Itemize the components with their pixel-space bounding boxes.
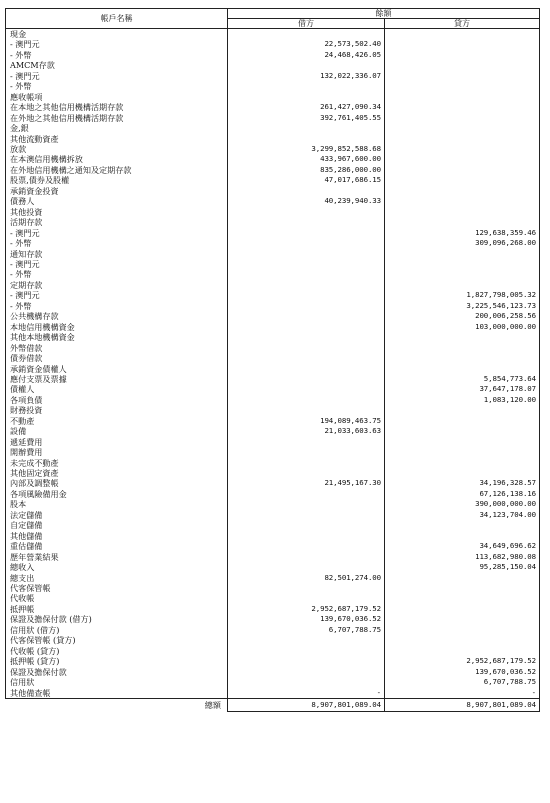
account-name-cell: 應收帳項 (6, 92, 228, 102)
table-row (6, 92, 540, 102)
debit-cell: 132,022,336.07 (228, 71, 385, 81)
credit-cell (385, 217, 540, 227)
debit-cell (228, 531, 385, 541)
total-label: 總額 (6, 699, 228, 712)
account-name-cell: - 澳門元 (6, 71, 228, 81)
credit-cell (385, 175, 540, 185)
account-name-cell: 遞延費用 (6, 437, 228, 447)
table-row (6, 656, 540, 666)
account-name-cell: 信用狀 (6, 677, 228, 687)
credit-cell (385, 186, 540, 196)
debit-cell: 392,761,405.55 (228, 113, 385, 123)
credit-cell: 1,827,798,005.32 (385, 290, 540, 300)
debit-cell: 194,089,463.75 (228, 416, 385, 426)
credit-cell: 1,083,120.00 (385, 395, 540, 405)
debit-cell: 3,299,852,588.68 (228, 144, 385, 154)
account-name-cell: 財務投資 (6, 405, 228, 415)
account-name-cell: 法定儲備 (6, 510, 228, 520)
debit-cell: 40,239,940.33 (228, 196, 385, 206)
debit-cell (228, 552, 385, 562)
credit-cell (385, 134, 540, 144)
credit-cell (385, 531, 540, 541)
debit-cell (228, 562, 385, 572)
credit-cell (385, 207, 540, 217)
account-name-cell: 公共機構存款 (6, 311, 228, 321)
account-name-cell: 債務人 (6, 196, 228, 206)
debit-cell (228, 269, 385, 279)
account-name-cell: 其他儲備 (6, 531, 228, 541)
table-row (6, 677, 540, 687)
account-name-cell: - 澳門元 (6, 259, 228, 269)
debit-cell (228, 123, 385, 133)
table-row (6, 573, 540, 583)
account-name-cell: 代收帳 (貸方) (6, 646, 228, 656)
table-row (6, 688, 540, 699)
account-name-cell: 在外地之其他信用機構活期存款 (6, 113, 228, 123)
account-name-cell: 放款 (6, 144, 228, 154)
credit-cell: 34,196,328.57 (385, 478, 540, 488)
credit-cell (385, 468, 540, 478)
account-name-cell: 歷年營業結果 (6, 552, 228, 562)
credit-cell: 139,670,036.52 (385, 667, 540, 677)
account-name-cell: AMCM存款 (6, 60, 228, 70)
account-name-cell: 其他本地機構資金 (6, 332, 228, 342)
credit-cell (385, 71, 540, 81)
credit-cell (385, 437, 540, 447)
debit-cell (228, 290, 385, 300)
credit-cell (385, 426, 540, 436)
table-row (6, 384, 540, 394)
table-row (6, 259, 540, 269)
table-row (6, 541, 540, 551)
debit-cell (228, 60, 385, 70)
credit-header: 貸方 (385, 19, 540, 29)
account-name-cell: 承銷資金債權人 (6, 364, 228, 374)
account-name-cell: 定期存款 (6, 280, 228, 290)
account-name-cell: - 外幣 (6, 50, 228, 60)
account-name-cell: 不動產 (6, 416, 228, 426)
credit-cell (385, 405, 540, 415)
account-name-cell: - 外幣 (6, 81, 228, 91)
account-name-cell: 活期存款 (6, 217, 228, 227)
credit-cell (385, 583, 540, 593)
debit-cell: 21,033,603.63 (228, 426, 385, 436)
table-row (6, 510, 540, 520)
debit-cell (228, 217, 385, 227)
credit-cell (385, 113, 540, 123)
credit-cell (385, 343, 540, 353)
debit-cell (228, 249, 385, 259)
table-row (6, 520, 540, 530)
account-name-cell: 代客保管帳 (貸方) (6, 635, 228, 645)
account-name-cell: 自定儲備 (6, 520, 228, 530)
table-row (6, 29, 540, 40)
totals-row (6, 699, 540, 712)
credit-cell: 34,649,696.62 (385, 541, 540, 551)
debit-cell (228, 405, 385, 415)
debit-cell (228, 280, 385, 290)
table-row (6, 667, 540, 677)
table-row (6, 635, 540, 645)
credit-cell (385, 92, 540, 102)
table-row (6, 343, 540, 353)
debit-cell (228, 593, 385, 603)
account-name-cell: 在本澳信用機構拆放 (6, 154, 228, 164)
credit-cell (385, 39, 540, 49)
account-name-cell: - 澳門元 (6, 39, 228, 49)
debit-cell (228, 228, 385, 238)
table-row (6, 593, 540, 603)
credit-cell (385, 353, 540, 363)
account-name-cell: 其他流動資產 (6, 134, 228, 144)
credit-cell: - (385, 688, 540, 699)
credit-cell: 113,682,980.08 (385, 552, 540, 562)
credit-cell (385, 447, 540, 457)
account-name-cell: - 外幣 (6, 301, 228, 311)
credit-cell: 5,854,773.64 (385, 374, 540, 384)
account-name-cell: - 外幣 (6, 269, 228, 279)
debit-cell (228, 437, 385, 447)
debit-header: 借方 (228, 19, 385, 29)
table-row (6, 134, 540, 144)
credit-cell (385, 416, 540, 426)
debit-cell: 21,495,167.30 (228, 478, 385, 488)
table-row (6, 301, 540, 311)
debit-cell (228, 520, 385, 530)
account-name-cell: 內部及調整帳 (6, 478, 228, 488)
account-name-cell: 總收入 (6, 562, 228, 572)
debit-cell (228, 677, 385, 687)
table-row (6, 416, 540, 426)
debit-cell (228, 81, 385, 91)
credit-cell: 103,000,000.00 (385, 322, 540, 332)
credit-cell: 129,638,359.46 (385, 228, 540, 238)
table-row (6, 102, 540, 112)
debit-cell: 433,967,600.00 (228, 154, 385, 164)
table-row (6, 175, 540, 185)
debit-cell (228, 395, 385, 405)
account-name-cell: 承銷資金投資 (6, 186, 228, 196)
debit-cell (228, 207, 385, 217)
credit-cell: 390,000,000.00 (385, 499, 540, 509)
account-name-cell: 股票,債券及股權 (6, 175, 228, 185)
table-row (6, 165, 540, 175)
account-name-cell: 應付支票及票據 (6, 374, 228, 384)
credit-cell: 2,952,687,179.52 (385, 656, 540, 666)
table-row (6, 395, 540, 405)
account-name-cell: - 澳門元 (6, 228, 228, 238)
credit-cell (385, 154, 540, 164)
debit-cell (228, 583, 385, 593)
debit-cell: 2,952,687,179.52 (228, 604, 385, 614)
account-name-cell: 設備 (6, 426, 228, 436)
table-row (6, 374, 540, 384)
credit-cell (385, 520, 540, 530)
account-name-cell: 未完成不動產 (6, 458, 228, 468)
credit-cell (385, 60, 540, 70)
table-row (6, 499, 540, 509)
account-name-cell: 債權人 (6, 384, 228, 394)
table-row (6, 353, 540, 363)
credit-cell (385, 604, 540, 614)
balance-header: 餘額 (228, 9, 540, 19)
account-name-cell: 現金 (6, 29, 228, 40)
debit-cell (228, 92, 385, 102)
credit-cell (385, 646, 540, 656)
account-name-cell: 抵押帳 (6, 604, 228, 614)
account-name-cell: 在外地信用機構之通知及定期存款 (6, 165, 228, 175)
table-row (6, 625, 540, 635)
account-name-cell: 股本 (6, 499, 228, 509)
account-name-cell: 債券借款 (6, 353, 228, 363)
trial-balance-table (5, 8, 540, 712)
debit-cell: 22,573,502.40 (228, 39, 385, 49)
table-row (6, 50, 540, 60)
debit-cell (228, 458, 385, 468)
credit-cell (385, 123, 540, 133)
debit-cell (228, 301, 385, 311)
debit-cell (228, 656, 385, 666)
debit-cell: 82,501,274.00 (228, 573, 385, 583)
table-row (6, 405, 540, 415)
table-row (6, 113, 540, 123)
account-name-cell: 代客保管帳 (6, 583, 228, 593)
account-name-cell: 其他備查帳 (6, 688, 228, 699)
table-row (6, 426, 540, 436)
account-name-cell: 保證及擔保付款 (借方) (6, 614, 228, 624)
account-name-cell: 保證及擔保付款 (6, 667, 228, 677)
table-row (6, 562, 540, 572)
debit-cell: 139,670,036.52 (228, 614, 385, 624)
table-row (6, 60, 540, 70)
debit-cell (228, 311, 385, 321)
account-name-cell: 外幣借款 (6, 343, 228, 353)
debit-cell: 261,427,090.34 (228, 102, 385, 112)
credit-cell (385, 196, 540, 206)
table-row (6, 196, 540, 206)
debit-cell (228, 489, 385, 499)
credit-cell (385, 280, 540, 290)
credit-cell: 67,126,138.16 (385, 489, 540, 499)
account-name-cell: 其他固定資產 (6, 468, 228, 478)
table-row (6, 604, 540, 614)
table-row (6, 468, 540, 478)
table-row (6, 269, 540, 279)
debit-cell: 835,286,000.00 (228, 165, 385, 175)
table-row (6, 238, 540, 248)
account-name-cell: 總支出 (6, 573, 228, 583)
table-row (6, 217, 540, 227)
credit-cell: 200,006,258.56 (385, 311, 540, 321)
credit-cell: 309,096,268.00 (385, 238, 540, 248)
debit-cell: 47,017,686.15 (228, 175, 385, 185)
credit-cell: 34,123,704.00 (385, 510, 540, 520)
account-name-cell: - 澳門元 (6, 290, 228, 300)
account-name-cell: 通知存款 (6, 249, 228, 259)
total-debit: 8,907,801,089.04 (228, 699, 385, 712)
credit-cell (385, 102, 540, 112)
debit-cell: - (228, 688, 385, 699)
table-row (6, 614, 540, 624)
debit-cell (228, 353, 385, 363)
credit-cell (385, 50, 540, 60)
table-row (6, 311, 540, 321)
table-row (6, 39, 540, 49)
debit-cell (228, 447, 385, 457)
debit-cell (228, 667, 385, 677)
credit-cell (385, 259, 540, 269)
debit-cell (228, 384, 385, 394)
table-row (6, 447, 540, 457)
account-name-cell: 各項負債 (6, 395, 228, 405)
debit-cell: 6,707,788.75 (228, 625, 385, 635)
debit-cell (228, 259, 385, 269)
table-row (6, 280, 540, 290)
total-credit: 8,907,801,089.04 (385, 699, 540, 712)
debit-cell (228, 134, 385, 144)
table-row (6, 322, 540, 332)
table-row (6, 552, 540, 562)
account-name-cell: 抵押帳 (貸方) (6, 656, 228, 666)
table-row (6, 228, 540, 238)
credit-cell (385, 144, 540, 154)
credit-cell (385, 625, 540, 635)
credit-cell (385, 635, 540, 645)
debit-cell (228, 364, 385, 374)
table-row (6, 81, 540, 91)
table-row (6, 437, 540, 447)
credit-cell: 95,285,150.04 (385, 562, 540, 572)
debit-cell (228, 499, 385, 509)
debit-cell (228, 29, 385, 40)
credit-cell (385, 165, 540, 175)
table-row (6, 531, 540, 541)
credit-cell (385, 573, 540, 583)
debit-cell (228, 374, 385, 384)
table-row (6, 71, 540, 81)
table-row (6, 489, 540, 499)
table-row (6, 123, 540, 133)
table-row (6, 186, 540, 196)
account-name-cell: 開辦費用 (6, 447, 228, 457)
account-name-header: 帳戶名稱 (6, 9, 228, 29)
table-row (6, 144, 540, 154)
credit-cell (385, 332, 540, 342)
debit-cell: 24,468,426.05 (228, 50, 385, 60)
credit-cell (385, 364, 540, 374)
credit-cell (385, 614, 540, 624)
table-row (6, 290, 540, 300)
table-row (6, 478, 540, 488)
credit-cell: 3,225,546,123.73 (385, 301, 540, 311)
table-row (6, 646, 540, 656)
table-row (6, 249, 540, 259)
debit-cell (228, 186, 385, 196)
account-rows (6, 29, 540, 699)
credit-cell (385, 269, 540, 279)
account-name-cell: 代收帳 (6, 593, 228, 603)
account-name-cell: 各項風險備用金 (6, 489, 228, 499)
credit-cell (385, 458, 540, 468)
account-name-cell: 重估儲備 (6, 541, 228, 551)
credit-cell (385, 249, 540, 259)
account-name-cell: - 外幣 (6, 238, 228, 248)
debit-cell (228, 332, 385, 342)
debit-cell (228, 238, 385, 248)
account-name-cell: 其他投資 (6, 207, 228, 217)
credit-cell: 37,647,178.07 (385, 384, 540, 394)
debit-cell (228, 635, 385, 645)
account-name-cell: 金,銀 (6, 123, 228, 133)
debit-cell (228, 468, 385, 478)
table-row (6, 154, 540, 164)
credit-cell (385, 593, 540, 603)
debit-cell (228, 646, 385, 656)
table-row (6, 364, 540, 374)
table-row (6, 207, 540, 217)
table-row (6, 458, 540, 468)
account-name-cell: 信用狀 (借方) (6, 625, 228, 635)
credit-cell (385, 81, 540, 91)
debit-cell (228, 541, 385, 551)
table-row (6, 583, 540, 593)
table-row (6, 332, 540, 342)
debit-cell (228, 343, 385, 353)
account-name-cell: 本地信用機構資金 (6, 322, 228, 332)
credit-cell (385, 29, 540, 40)
credit-cell: 6,707,788.75 (385, 677, 540, 687)
debit-cell (228, 510, 385, 520)
debit-cell (228, 322, 385, 332)
account-name-cell: 在本地之其他信用機構活期存款 (6, 102, 228, 112)
